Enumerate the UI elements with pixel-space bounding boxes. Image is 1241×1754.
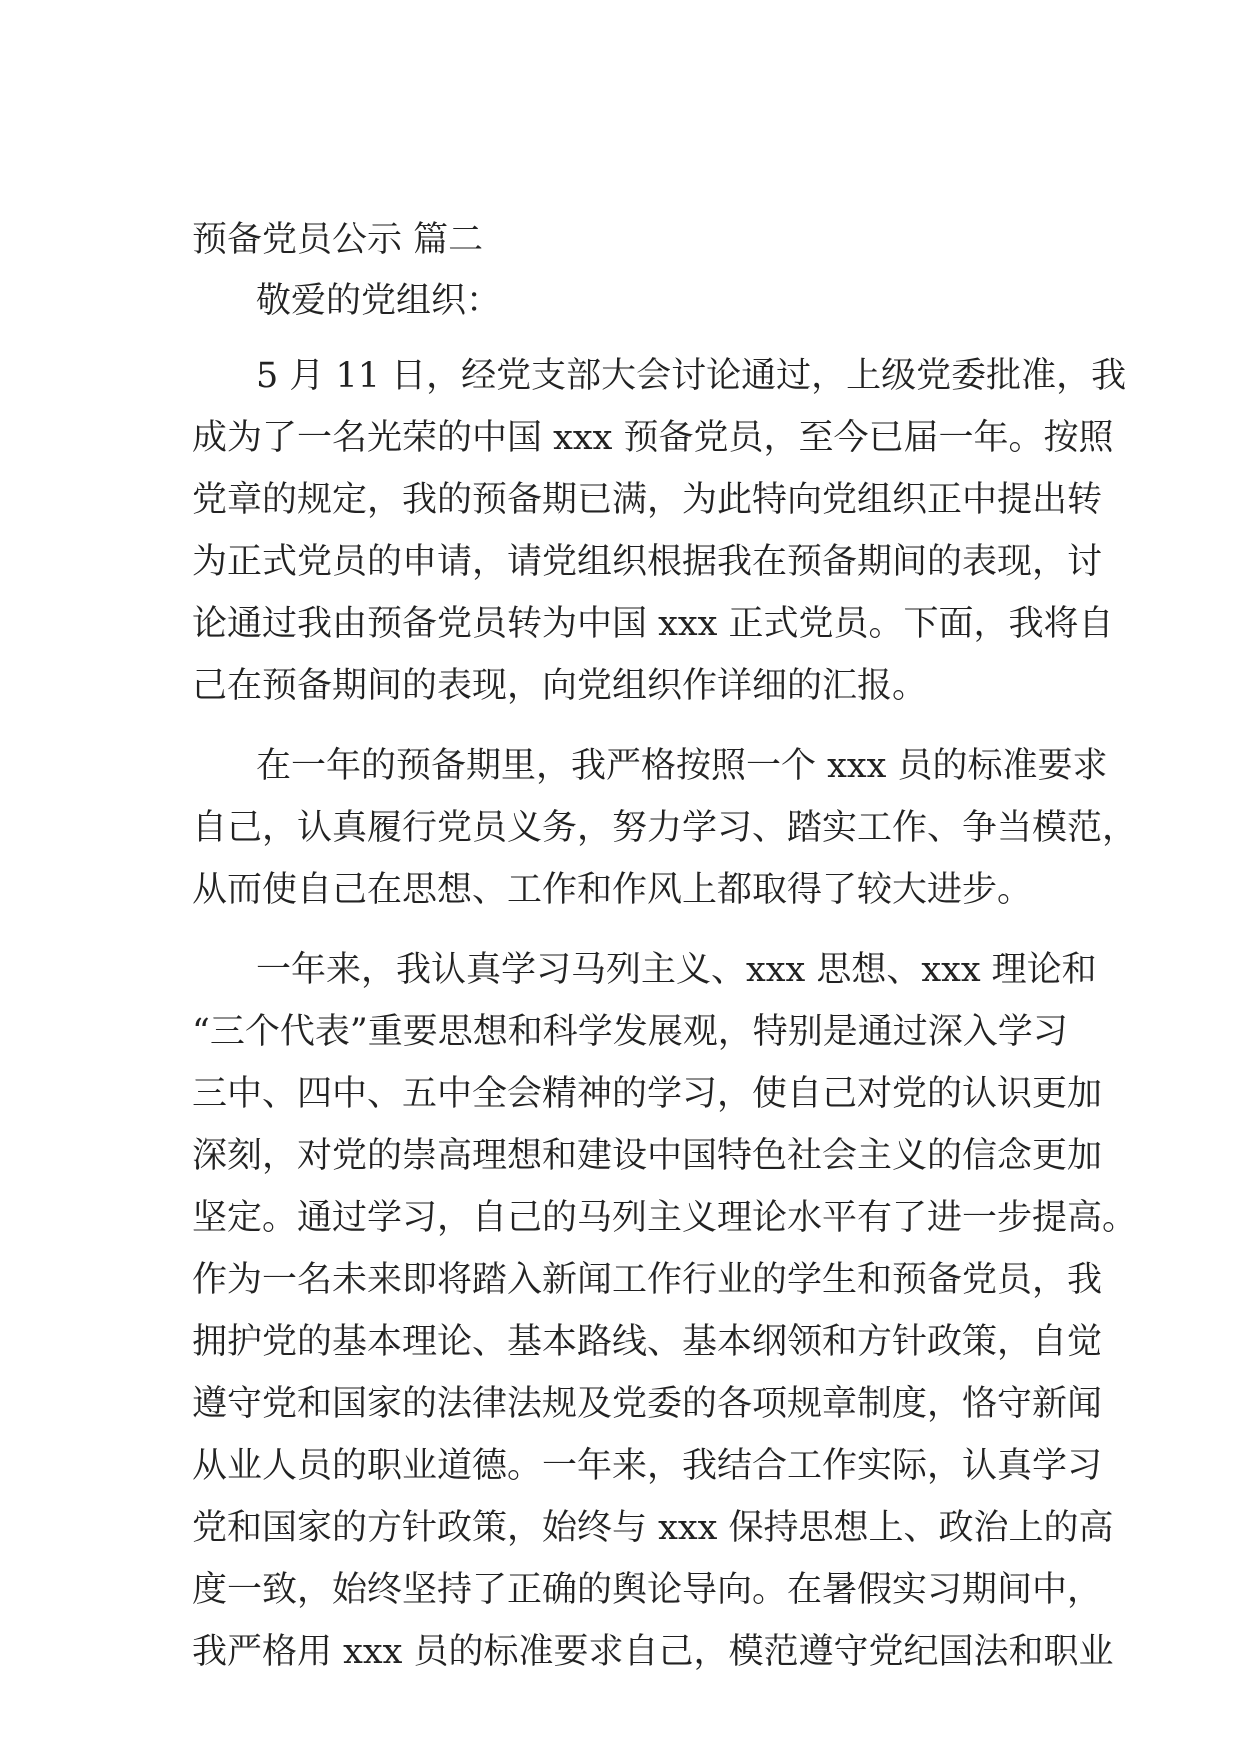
document-title: 预备党员公示 篇二 xyxy=(192,220,484,260)
text-line: 在一年的预备期里，我严格按照一个 xxx 员的标准要求 xyxy=(256,746,1108,786)
text-line: 党章的规定，我的预备期已满，为此特向党组织正中提出转 xyxy=(192,480,1103,520)
text-line: 深刻，对党的崇高理想和建设中国特色社会主义的信念更加 xyxy=(192,1136,1103,1176)
text-line: 一年来，我认真学习马列主义、xxx 思想、xxx 理论和 xyxy=(256,950,1097,990)
text-line: 度一致，始终坚持了正确的舆论导向。在暑假实习期间中， xyxy=(192,1570,1103,1610)
text-line: 三中、四中、五中全会精神的学习，使自己对党的认识更加 xyxy=(192,1074,1103,1114)
text-line: “三个代表”重要思想和科学发展观，特别是通过深入学习 xyxy=(192,1012,1068,1052)
text-line: 为正式党员的申请，请党组织根据我在预备期间的表现，讨 xyxy=(192,542,1103,582)
document-body xyxy=(192,218,1138,1683)
text-line: 己在预备期间的表现，向党组织作详细的汇报。 xyxy=(192,666,928,706)
text-line: 论通过我由预备党员转为中国 xxx 正式党员。下面，我将自 xyxy=(192,604,1114,644)
text-line: 5 月 11 日，经党支部大会讨论通过，上级党委批准，我 xyxy=(256,356,1127,396)
text-line: 成为了一名光荣的中国 xxx 预备党员，至今已届一年。按照 xyxy=(192,418,1114,458)
text-line: 我严格用 xxx 员的标准要求自己，模范遵守党纪国法和职业 xyxy=(192,1632,1114,1672)
text-line: 党和国家的方针政策，始终与 xxx 保持思想上、政治上的高 xyxy=(192,1508,1114,1548)
text-line: 从业人员的职业道德。一年来，我结合工作实际，认真学习 xyxy=(192,1446,1103,1486)
paragraph-3 xyxy=(192,939,1138,1683)
text-line: 遵守党和国家的法律法规及党委的各项规章制度，恪守新闻 xyxy=(192,1384,1103,1424)
text-line: 拥护党的基本理论、基本路线、基本纲领和方针政策，自觉 xyxy=(192,1322,1103,1362)
salutation: 敬爱的党组织： xyxy=(256,281,502,321)
text-line: 从而使自己在思想、工作和作风上都取得了较大进步。 xyxy=(192,870,1033,910)
text-line: 作为一名未来即将踏入新闻工作行业的学生和预备党员，我 xyxy=(192,1260,1103,1300)
paragraph-1 xyxy=(192,345,1127,717)
paragraph-2 xyxy=(192,735,1138,921)
text-line: 自己，认真履行党员义务，努力学习、踏实工作、争当模范， xyxy=(192,808,1138,848)
text-line: 坚定。通过学习，自己的马列主义理论水平有了进一步提高。 xyxy=(192,1198,1138,1238)
